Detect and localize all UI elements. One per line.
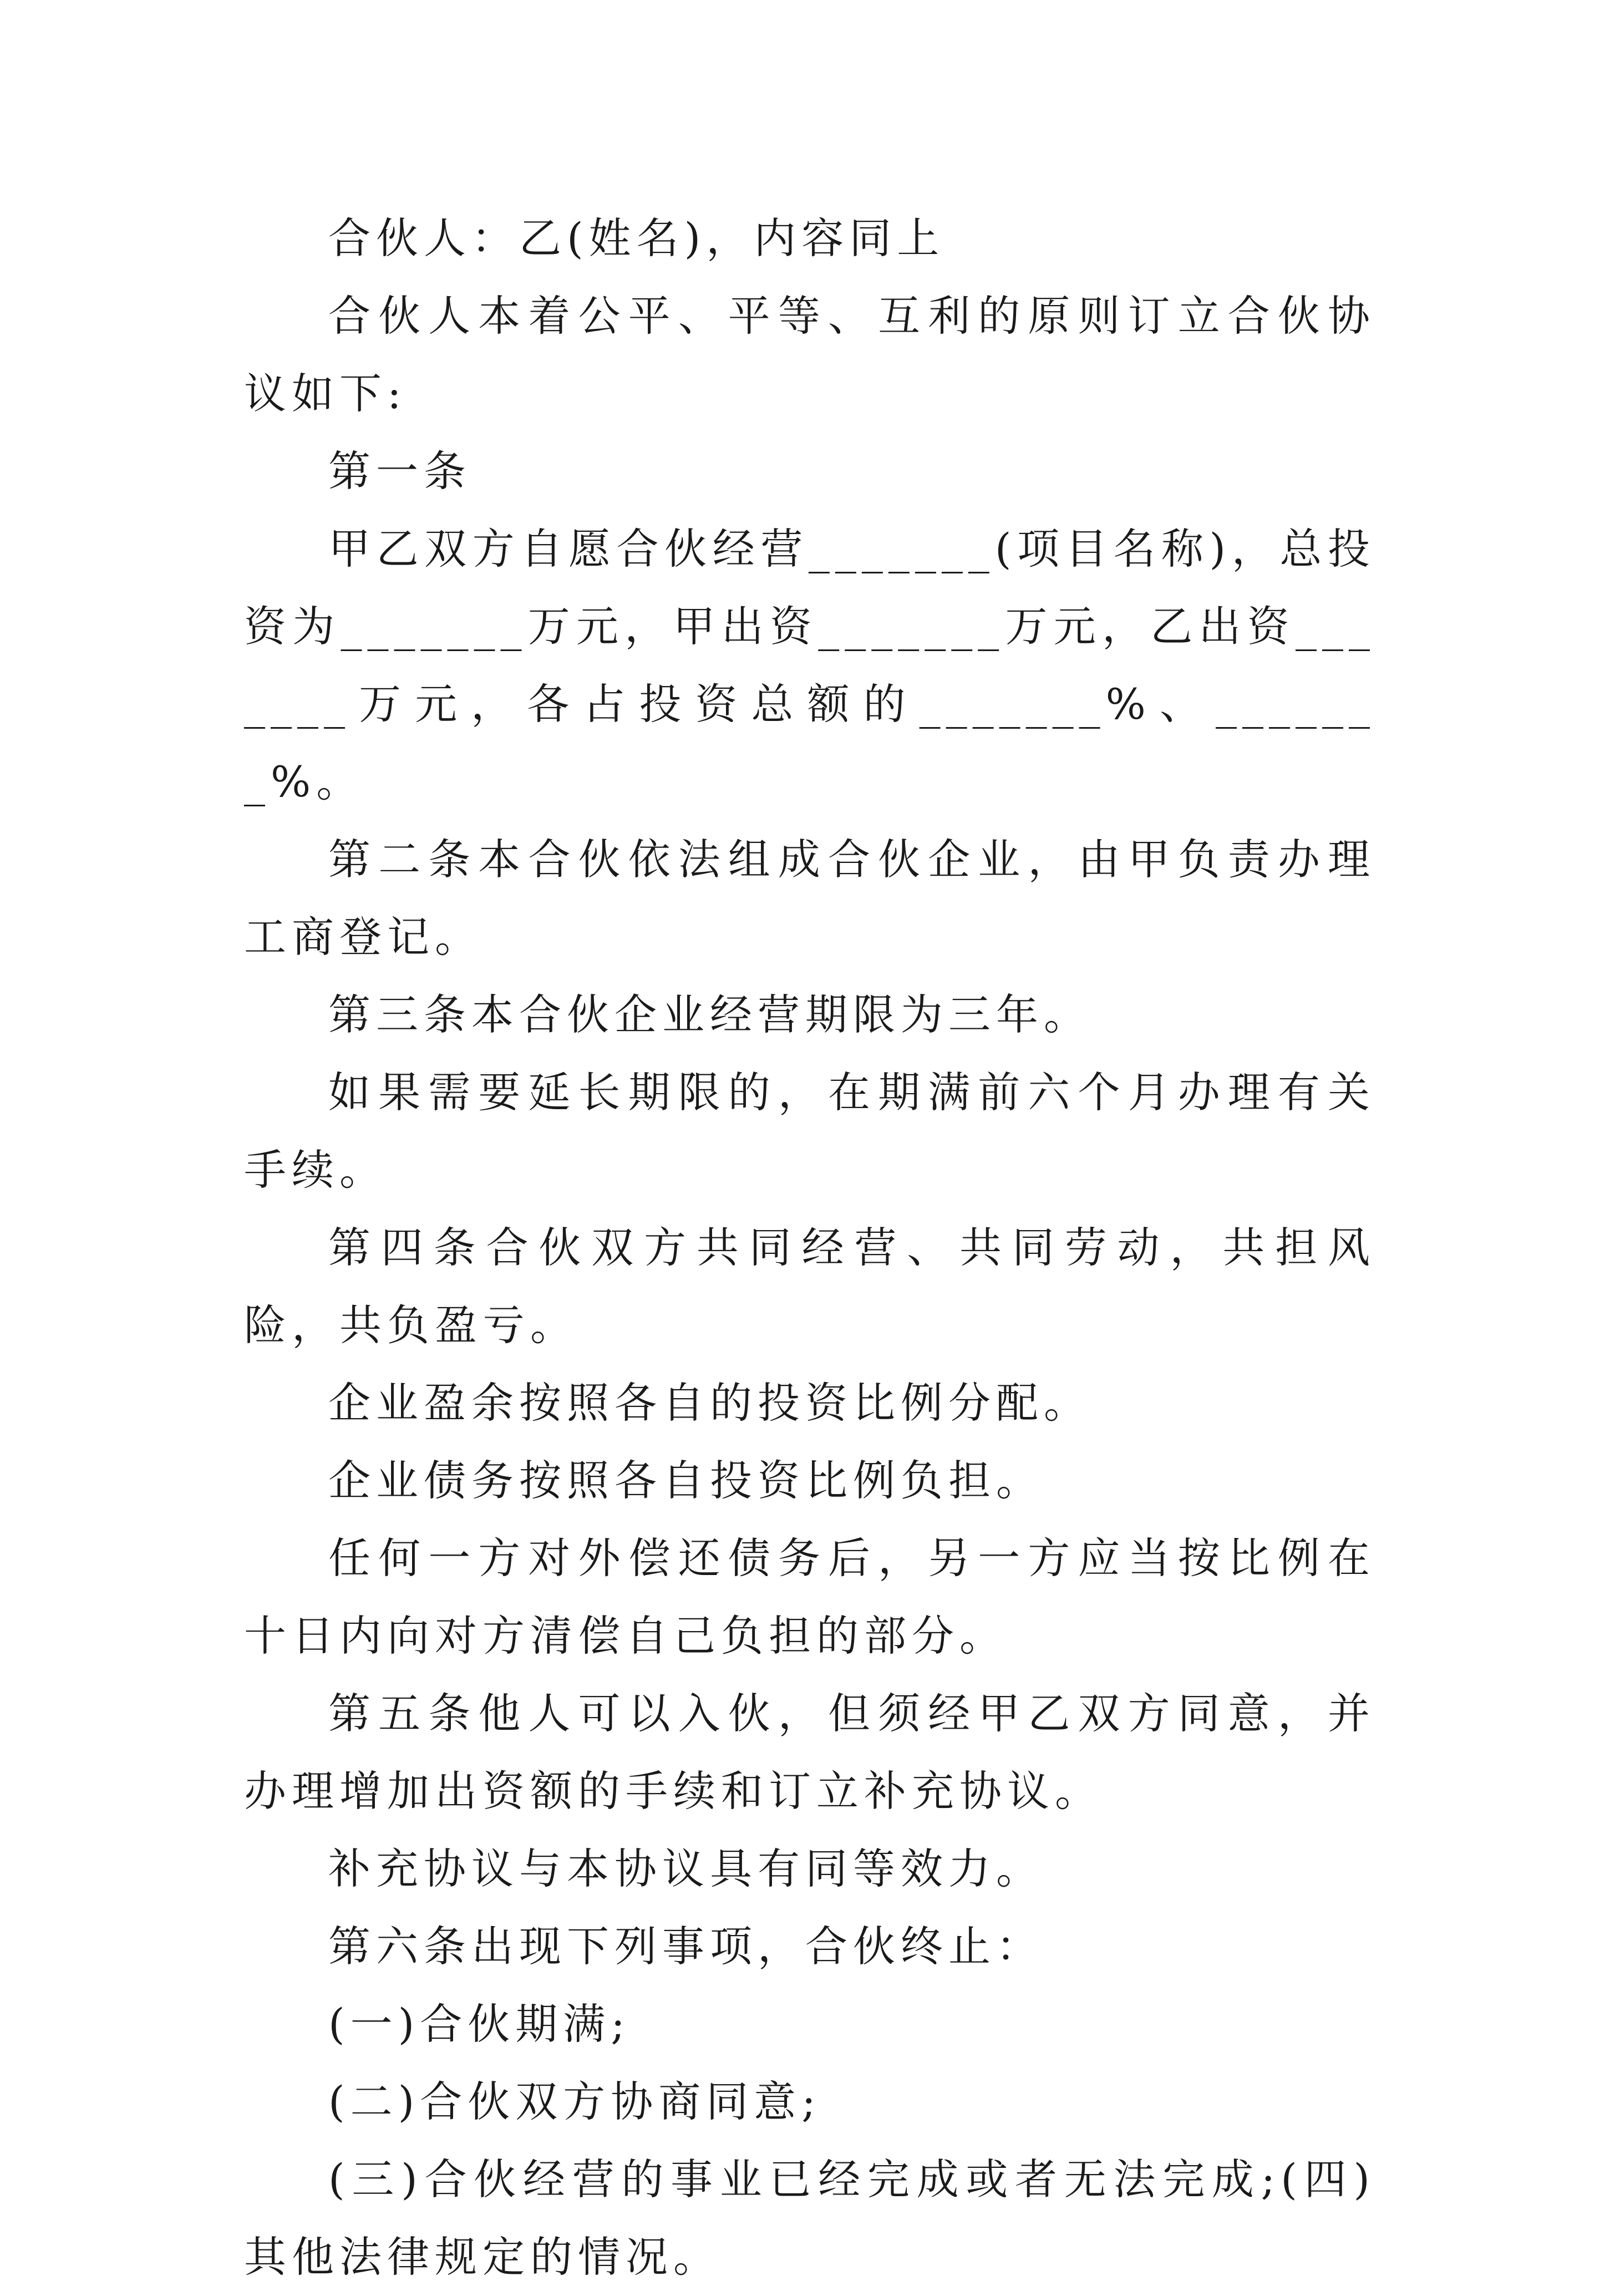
paragraph: 第五条他人可以入伙，但须经甲乙双方同意，并办理增加出资额的手续和订立补充协议。 — [244, 1689, 1375, 1816]
paragraph: 任何一方对外偿还债务后，另一方应当按比例在十日内向对方清偿自己负担的部分。 — [244, 1533, 1375, 1660]
paragraph: 第六条出现下列事项，合伙终止： — [328, 1922, 1044, 1971]
paragraph: (一)合伙期满; — [328, 1999, 631, 2049]
paragraph: 补充协议与本协议具有同等效力。 — [328, 1844, 1044, 1893]
paragraph: 甲乙双方自愿合伙经营_______(项目名称)，总投资为_______万元，甲出资_______万元，乙出资_______万元，各占投资总额的_______%、_______%。 — [244, 524, 1375, 806]
paragraph: 合伙人：乙(姓名)，内容同上 — [328, 214, 945, 263]
paragraph: (三)合伙经营的事业已经完成或者无法完成;(四)其他法律规定的情况。 — [244, 2155, 1375, 2282]
paragraph: 第二条本合伙依法组成合伙企业，由甲负责办理工商登记。 — [244, 835, 1375, 962]
document-body — [244, 200, 1375, 2296]
paragraph: 第三条本合伙企业经营期限为三年。 — [328, 990, 1091, 1039]
paragraph: 企业债务按照各自投资比例负担。 — [328, 1456, 1044, 1505]
paragraph: 第一条 — [328, 446, 471, 496]
paragraph: 第四条合伙双方共同经营、共同劳动，共担风险，共负盈亏。 — [244, 1223, 1375, 1350]
paragraph: (二)合伙双方协商同意; — [328, 2077, 821, 2126]
paragraph: 企业盈余按照各自的投资比例分配。 — [328, 1378, 1091, 1428]
paragraph: 如果需要延长期限的，在期满前六个月办理有关手续。 — [244, 1068, 1375, 1195]
paragraph: 合伙人本着公平、平等、互利的原则订立合伙协议如下: — [244, 291, 1375, 418]
